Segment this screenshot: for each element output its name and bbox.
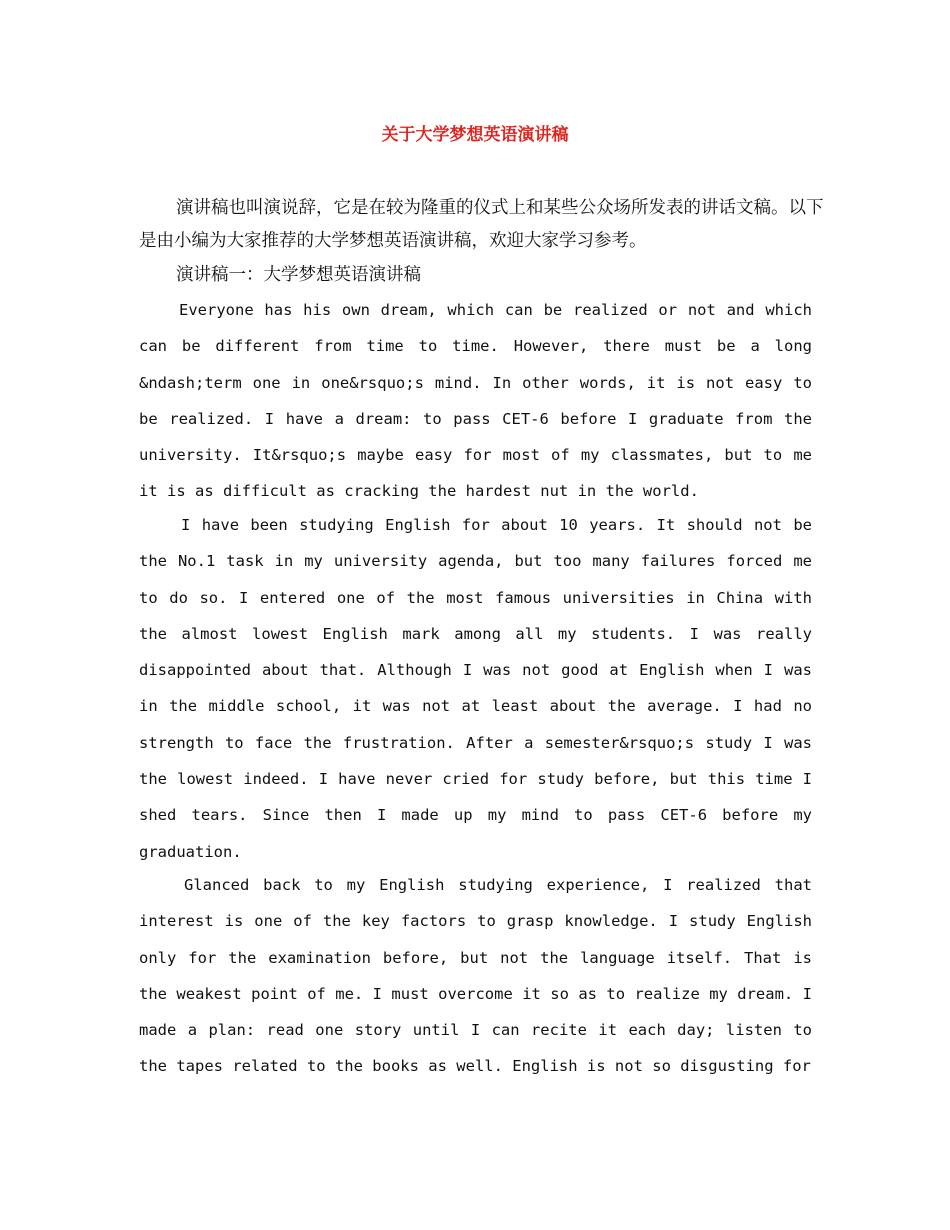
body-paragraph-3: Glanced back to my English studying experience, I realized that interest is one of the key factors to grasp knowledge. I study English only for the examination before, but not the language itself. That is the weakest point of me. I must overcome it so as to realize my dream. I made a plan: read one story until I can recite it each day; listen to the tapes related to the books as well. English is not so disgusting for [139, 876, 812, 1076]
body-paragraph-1: Everyone has his own dream, which can be realized or not and which can be different from time to time. However, there must be a long &ndash;term one in one&rsquo;s mind. In other words, it is not easy to be realized. I have a dream: to pass CET-6 before I graduate from the university. It&rsquo;s maybe easy for most of my classmates, but to me it is as difficult as cracking the hardest nut in the world. [139, 301, 812, 501]
document-title: 关于大学梦想英语演讲稿 [381, 125, 569, 145]
body-paragraph-2: I have been studying English for about 10 years. It should not be the No.1 task in my university agenda, but too many failures forced me to do so. I entered one of the most famous universities in China with the almost lowest English mark among all my students. I was really disappointed about that. Although I was not good at English when I was in the middle school, it was not at least about the average. I had no strength to face the frustration. After a semester&rsquo;s study I was the lowest indeed. I have never cried for study before, but this time I shed tears. Since then I made up my mind to pass CET-6 before my graduation. [139, 516, 812, 861]
section-heading: 演讲稿一：大学梦想英语演讲稿 [176, 265, 421, 285]
intro-paragraph: 演讲稿也叫演说辞，它是在较为隆重的仪式上和某些公众场所发表的讲话文稿。以下是由小编为大家推荐的大学梦想英语演讲稿，欢迎大家学习参考。 [139, 198, 824, 251]
